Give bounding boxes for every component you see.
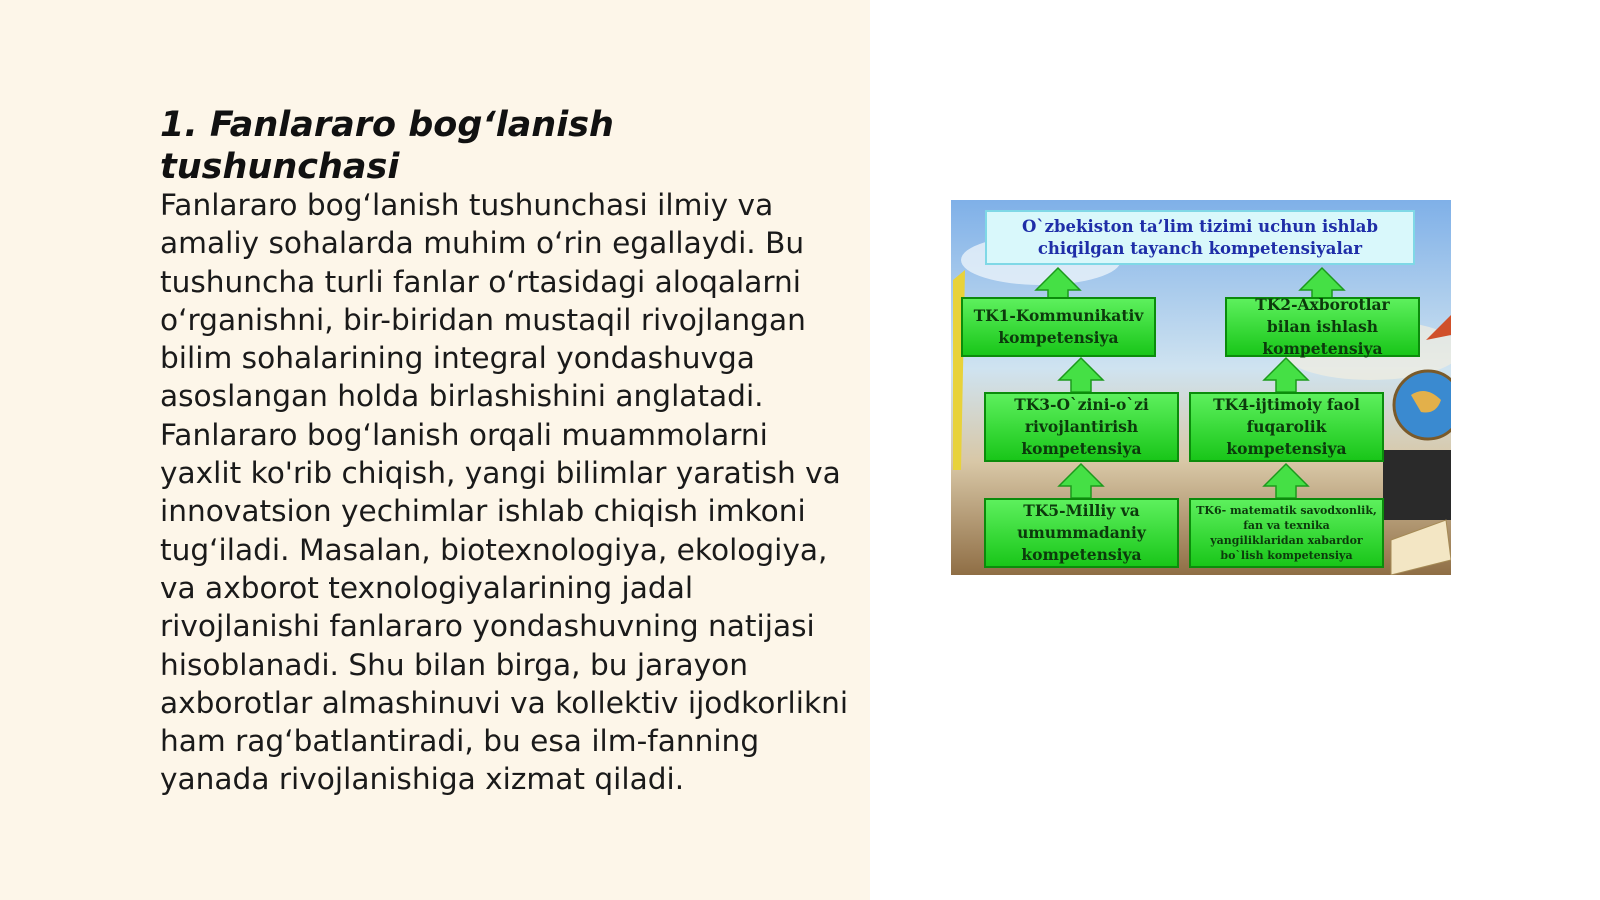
tk5-box: TK5-Milliy va umummadaniy kompetensiya — [984, 498, 1179, 568]
section-body-text: Fanlararo bog‘lanish tushunchasi ilmiy va amaliy sohalarda muhim o‘rin egallaydi. Bu tushuncha turli fanlar o‘rtasidagi aloqalarni o‘rganishni, bir-biridan mustaqil rivojlangan bilim sohalarining integral yondashuvga asoslangan holda birlashishini anglatadi. Fanlararo bog‘lanish orqali muammolarni yaxlit ko'rib chiqish, yangi bilimlar yaratish va innovatsion yechimlar ishlab chiqish imkoni tug‘iladi. Masalan, biotexnologiya, ekologiya, va axborot texnologiyalarining jadal rivojlanishi fanlararo yondashuvning natijasi hisoblanadi. Shu bilan birga, bu jarayon axborotlar almashinuvi va kollektiv ijodkorlikni ham rag‘batlantiradi, bu esa ilm-fanning yanada rivojlanishiga xizmat qiladi. — [160, 188, 849, 797]
diagram-title: O`zbekiston ta’lim tizimi uchun ishlab chiqilgan tayanch kompetensiyalar — [985, 210, 1415, 265]
section-heading: 1. Fanlararo bog‘lanish tushunchasi — [160, 105, 614, 187]
tk2-box: TK2-Axborotlar bilan ishlash kompetensiya — [1225, 297, 1420, 357]
tk1-box: TK1-Kommunikativ kompetensiya — [961, 297, 1156, 357]
tk3-box: TK3-O`zini-o`zi rivojlantirish kompetensiya — [984, 392, 1179, 462]
chalkboard-shape — [1383, 450, 1451, 520]
tk6-box: TK6- matematik savodxonlik, fan va texnika yangiliklaridan xabardor bo`lish kompetensiya — [1189, 498, 1384, 568]
competencies-diagram-image — [951, 200, 1451, 575]
tk4-box: TK4-ijtimoiy faol fuqarolik kompetensiya — [1189, 392, 1384, 462]
